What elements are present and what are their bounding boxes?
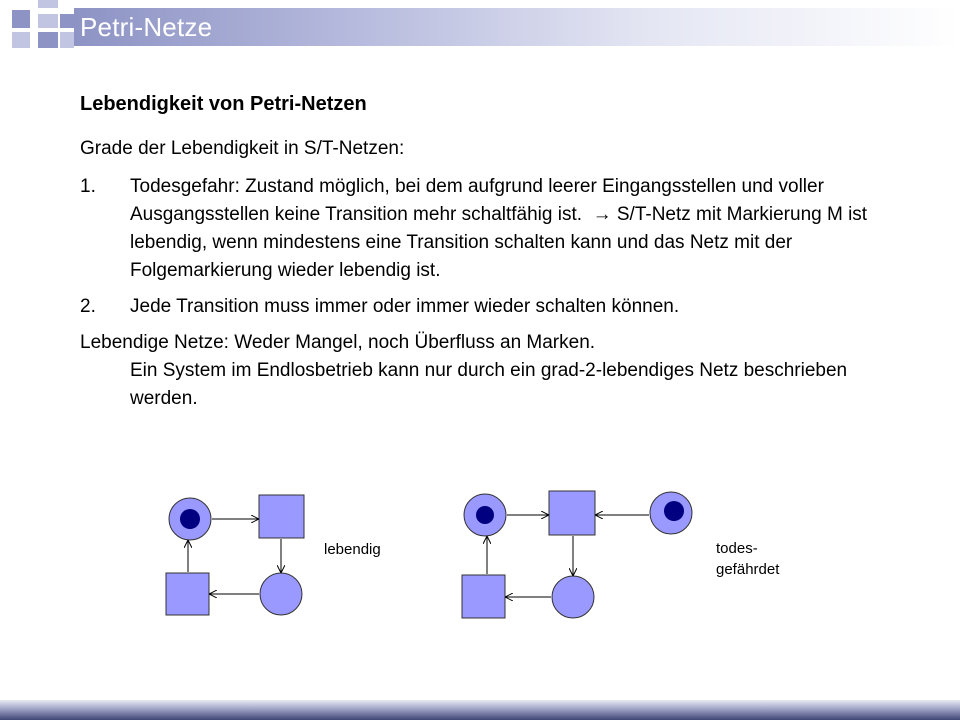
label-deadlock-risk bbox=[716, 538, 779, 580]
transition bbox=[259, 495, 304, 538]
transition bbox=[462, 575, 505, 618]
token bbox=[664, 501, 684, 521]
section-heading: Lebendigkeit von Petri-Netzen bbox=[80, 93, 367, 115]
footer-bar bbox=[0, 700, 960, 720]
transition bbox=[166, 573, 209, 615]
petri-net-deadlock-risk bbox=[462, 491, 692, 618]
token bbox=[476, 506, 494, 524]
list-text: Jede Transition muss immer oder immer wieder schalten können. bbox=[130, 296, 680, 317]
arrow-right-icon: → bbox=[592, 204, 612, 225]
list-number: 2. bbox=[80, 296, 96, 317]
label-line: todes- bbox=[716, 540, 758, 557]
label-live: lebendig bbox=[324, 541, 381, 558]
petri-net-live bbox=[166, 495, 304, 615]
closing-line-indented: Ein System im Endlosbetrieb kann nur durch ein grad-2-lebendiges Netz beschrieben werden. bbox=[130, 360, 848, 409]
label-line: gefährdet bbox=[716, 561, 780, 578]
list-number: 1. bbox=[80, 176, 96, 197]
place bbox=[552, 576, 594, 618]
list-text: Todesgefahr: Zustand möglich, bei dem aufgrund leerer Eingangsstellen und voller Ausgangsstellen keine Transition mehr schaltfähig ist. bbox=[130, 176, 824, 225]
place bbox=[260, 573, 302, 615]
transition bbox=[549, 491, 595, 535]
closing-line: Lebendige Netze: Weder Mangel, noch Überfluss an Marken. bbox=[80, 332, 596, 353]
list-text-continued: S/T-Netz mit Markierung M ist lebendig, wenn mindestens eine Transition schalten kann und das Netz mit der Folgemarkierung wieder lebendig ist. bbox=[130, 204, 868, 281]
token bbox=[180, 509, 200, 529]
intro-text: Grade der Lebendigkeit in S/T-Netzen: bbox=[80, 138, 405, 159]
slide-title: Petri-Netze bbox=[80, 12, 213, 42]
